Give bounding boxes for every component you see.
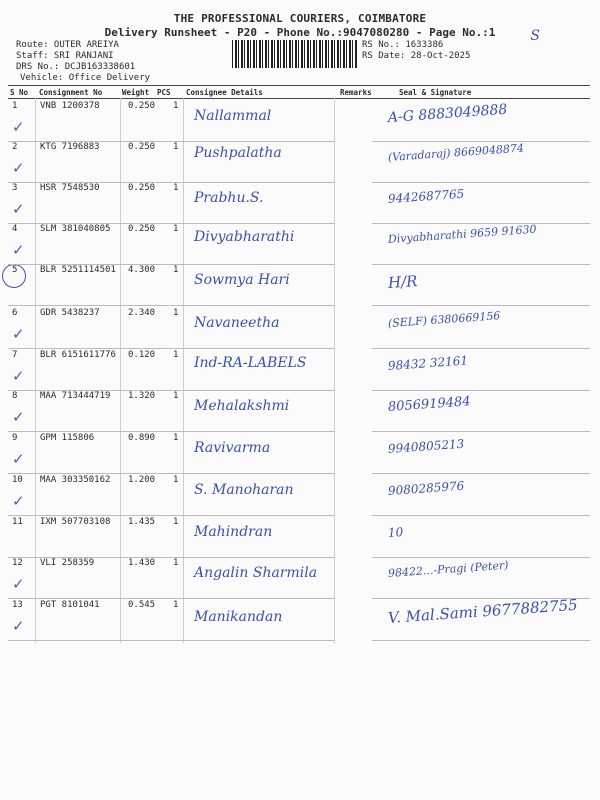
row-consignment-no: MAA 713444719 — [40, 391, 111, 401]
row-separator — [8, 515, 334, 516]
row-separator — [372, 431, 590, 432]
row-weight: 1.200 — [128, 475, 156, 485]
row-consignment-no: GDR 5438237 — [40, 308, 100, 318]
row-consignee-handwritten: Mahindran — [194, 524, 273, 540]
row-pcs: 1 — [173, 558, 179, 568]
row-signature-handwritten: 9442687765 — [387, 186, 465, 206]
row-consignee-handwritten: Ravivarma — [194, 440, 271, 456]
tick-mark-icon: ✓ — [12, 450, 25, 468]
row-separator — [8, 598, 334, 599]
row-separator — [372, 264, 590, 265]
row-consignee-handwritten: Divyabharathi — [194, 229, 295, 245]
row-weight: 0.250 — [128, 101, 156, 111]
row-sno: 7 — [12, 350, 18, 360]
row-consignment-no: MAA 303350162 — [40, 475, 111, 485]
row-consignee-handwritten: Navaneetha — [194, 315, 280, 331]
row-consignment-no: BLR 6151611776 — [40, 350, 116, 360]
header-rule-top — [8, 85, 590, 86]
row-separator — [8, 473, 334, 474]
row-sno: 3 — [12, 183, 18, 193]
row-sno: 6 — [12, 308, 18, 318]
row-signature-handwritten: 9080285976 — [387, 478, 465, 498]
row-consignment-no: GPM 115806 — [40, 433, 95, 443]
tick-mark-icon: ✓ — [12, 118, 25, 136]
row-weight: 4.300 — [128, 265, 156, 275]
row-signature-handwritten: V. Mal.Sami 9677882755 — [387, 595, 579, 627]
row-weight: 0.545 — [128, 600, 156, 610]
row-consignee-handwritten: Pushpalatha — [194, 145, 282, 161]
row-consignment-no: BLR 5251114501 — [40, 265, 116, 275]
barcode-image — [232, 40, 358, 68]
row-consignment-no: VNB 1200378 — [40, 101, 100, 111]
col-seal-signature: Seal & Signature — [399, 88, 472, 97]
row-weight: 0.120 — [128, 350, 156, 360]
rs-number: RS No.: 1633386 — [362, 40, 444, 50]
row-weight: 1.320 — [128, 391, 156, 401]
company-title: THE PROFESSIONAL COURIERS, COIMBATORE — [173, 12, 427, 25]
col-sno: S No — [10, 88, 29, 97]
row-pcs: 1 — [173, 265, 179, 275]
col-divider — [35, 98, 36, 643]
row-consignee-handwritten: Ind-RA-LABELS — [194, 355, 307, 371]
row-weight: 0.250 — [128, 224, 156, 234]
row-consignee-handwritten: Angalin Sharmila — [194, 565, 318, 581]
tick-mark-icon: ✓ — [12, 159, 25, 177]
drs-label: DRS No.: DCJB163338601 — [16, 62, 136, 72]
col-weight: Weight — [122, 88, 150, 97]
tick-mark-icon: ✓ — [12, 617, 25, 635]
tick-mark-icon: ✓ — [12, 408, 25, 426]
tick-mark-icon: ✓ — [12, 325, 25, 343]
row-pcs: 1 — [173, 101, 179, 111]
row-weight: 0.890 — [128, 433, 156, 443]
row-sno: 11 — [12, 517, 23, 527]
row-separator — [372, 515, 590, 516]
row-pcs: 1 — [173, 391, 179, 401]
col-divider — [183, 98, 184, 643]
row-consignment-no: PGT 8101041 — [40, 600, 100, 610]
row-weight: 1.435 — [128, 517, 156, 527]
row-pcs: 1 — [173, 600, 179, 610]
row-separator — [372, 141, 590, 142]
row-sno: 9 — [12, 433, 18, 443]
tick-mark-icon: ✓ — [12, 241, 25, 259]
row-separator — [372, 223, 590, 224]
row-separator — [372, 305, 590, 306]
row-separator — [372, 390, 590, 391]
row-sno: 10 — [12, 475, 23, 485]
row-pcs: 1 — [173, 142, 179, 152]
row-signature-handwritten: (Varadaraj) 8669048874 — [387, 141, 525, 164]
row-pcs: 1 — [173, 350, 179, 360]
row-weight: 1.430 — [128, 558, 156, 568]
row-signature-handwritten: 10 — [387, 524, 404, 540]
row-separator — [372, 348, 590, 349]
row-consignee-handwritten: Mehalakshmi — [194, 398, 290, 414]
row-weight: 2.340 — [128, 308, 156, 318]
row-sno: 1 — [12, 101, 18, 111]
col-remarks: Remarks — [340, 88, 372, 97]
row-signature-handwritten: 98422...-Pragi (Peter) — [387, 558, 509, 580]
row-sno: 13 — [12, 600, 23, 610]
row-consignee-handwritten: Nallammal — [194, 108, 272, 124]
col-divider — [120, 98, 121, 643]
row-separator — [372, 473, 590, 474]
row-consignee-handwritten: S. Manoharan — [194, 482, 294, 498]
tick-mark-icon: ✓ — [12, 575, 25, 593]
col-consignee: Consignee Details — [186, 88, 263, 97]
row-signature-handwritten: 9940805213 — [387, 436, 465, 456]
row-sno: 5 — [12, 265, 18, 275]
row-sno: 2 — [12, 142, 18, 152]
row-sno: 12 — [12, 558, 23, 568]
rs-date: RS Date: 28-Oct-2025 — [362, 51, 471, 61]
row-pcs: 1 — [173, 183, 179, 193]
row-separator — [8, 305, 334, 306]
row-separator — [372, 640, 590, 641]
row-signature-handwritten: (SELF) 6380669156 — [387, 309, 501, 330]
col-consignment: Consignment No — [39, 88, 103, 97]
row-signature-handwritten: 98432 32161 — [387, 353, 469, 373]
row-consignee-handwritten: Prabhu.S. — [194, 190, 264, 206]
row-separator — [372, 557, 590, 558]
handwritten-corner-mark: S — [530, 28, 540, 44]
row-sno: 8 — [12, 391, 18, 401]
row-separator — [8, 348, 334, 349]
row-signature-handwritten: 8056919484 — [387, 394, 472, 415]
row-separator — [8, 640, 334, 641]
header-rule-bottom — [8, 98, 590, 99]
tick-mark-icon: ✓ — [12, 492, 25, 510]
row-consignment-no: KTG 7196883 — [40, 142, 100, 152]
tick-mark-icon: ✓ — [12, 200, 25, 218]
vehicle-label: Vehicle: Office Delivery — [20, 73, 151, 83]
row-pcs: 1 — [173, 475, 179, 485]
row-consignment-no: SLM 381040805 — [40, 224, 111, 234]
route-label: Route: OUTER AREIYA — [16, 40, 119, 50]
row-pcs: 1 — [173, 224, 179, 234]
col-divider — [334, 98, 335, 643]
row-pcs: 1 — [173, 433, 179, 443]
row-separator — [372, 182, 590, 183]
row-consignment-no: VLI 258359 — [40, 558, 95, 568]
row-separator — [8, 431, 334, 432]
row-signature-handwritten: A-G 8883049888 — [387, 101, 508, 126]
runsheet-subtitle: Delivery Runsheet - P20 - Phone No.:9047080280 - Page No.:1 — [104, 26, 496, 39]
row-consignee-handwritten: Manikandan — [194, 609, 283, 625]
row-signature-handwritten: Divyabharathi 9659 91630 — [387, 222, 537, 246]
row-consignment-no: IXM 507703108 — [40, 517, 111, 527]
row-consignee-handwritten: Sowmya Hari — [194, 272, 290, 288]
tick-mark-icon: ✓ — [12, 367, 25, 385]
row-pcs: 1 — [173, 308, 179, 318]
col-pcs: PCS — [157, 88, 171, 97]
row-pcs: 1 — [173, 517, 179, 527]
row-sno: 4 — [12, 224, 18, 234]
row-signature-handwritten: H/R — [387, 271, 418, 292]
row-weight: 0.250 — [128, 142, 156, 152]
staff-label: Staff: SRI RANJANI — [16, 51, 114, 61]
row-consignment-no: HSR 7548530 — [40, 183, 100, 193]
row-weight: 0.250 — [128, 183, 156, 193]
